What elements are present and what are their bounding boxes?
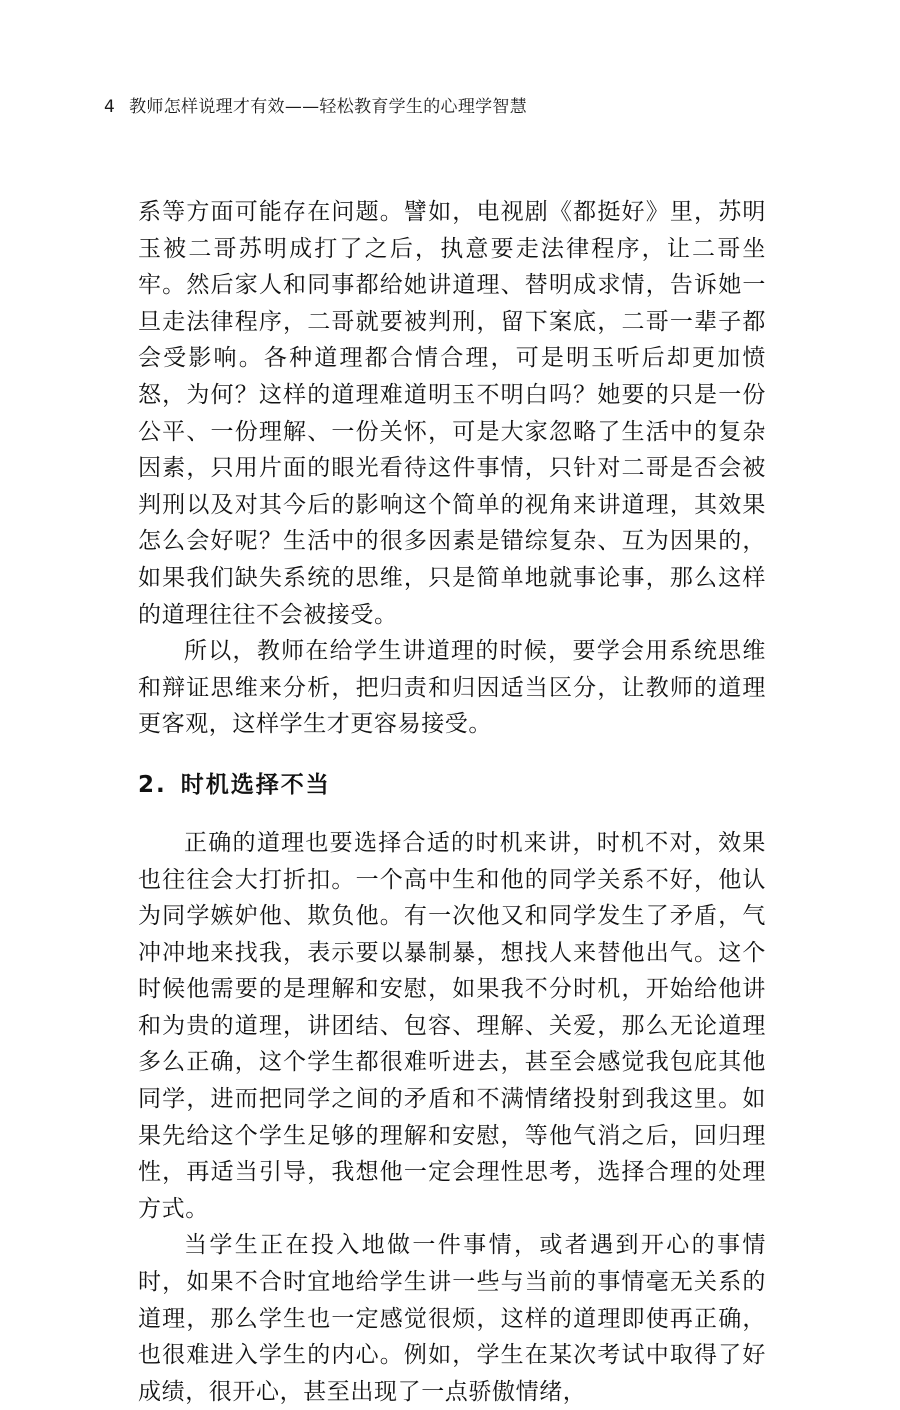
section-number: 2.: [138, 771, 167, 798]
section-heading: [138, 767, 766, 803]
section-title: 时机选择不当: [180, 771, 331, 798]
book-title: 教师怎样说理才有效——轻松教育学生的心理学智慧: [129, 97, 528, 117]
body-text: [138, 194, 766, 1410]
paragraph: 正确的道理也要选择合适的时机来讲，时机不对，效果也往往会大打折扣。一个高中生和他的同学关系不好，他认为同学嫉妒他、欺负他。有一次他又和同学发生了矛盾，气冲冲地来找我，表示要以暴制暴，想找人来替他出气。这个时候他需要的是理解和安慰，如果我不分时机，开始给他讲和为贵的道理，讲团结、包容、理解、关爱，那么无论道理多么正确，这个学生都很难听进去，甚至会感觉我包庇其他同学，进而把同学之间的矛盾和不满情绪投射到我这里。如果先给这个学生足够的理解和安慰，等他气消之后，回归理性，再适当引导，我想他一定会理性思考，选择合理的处理方式。: [138, 829, 766, 1222]
paragraph-continued: 系等方面可能存在问题。譬如，电视剧《都挺好》里，苏明玉被二哥苏明成打了之后，执意要走法律程序，让二哥坐牢。然后家人和同事都给她讲道理、替明成求情，告诉她一旦走法律程序，二哥就要被判刑，留下案底，二哥一辈子都会受影响。各种道理都合情合理，可是明玉听后却更加愤怒，为何？这样的道理难道明玉不明白吗？她要的只是一份公平、一份理解、一份关怀，可是大家忽略了生活中的复杂因素，只用片面的眼光看待这件事情，只针对二哥是否会被判刑以及对其今后的影响这个简单的视角来讲道理，其效果怎么会好呢？生活中的很多因素是错综复杂、互为因果的，如果我们缺失系统的思维，只是简单地就事论事，那么这样的道理往往不会被接受。: [138, 199, 766, 628]
paragraph: 所以，教师在给学生讲道理的时候，要学会用系统思维和辩证思维来分析，把归责和归因适当区分，让教师的道理更客观，这样学生才更容易接受。: [138, 638, 766, 738]
page-number: 4: [104, 97, 116, 117]
paragraph: 当学生正在投入地做一件事情，或者遇到开心的事情时，如果不合时宜地给学生讲一些与当前的事情毫无关系的道理，那么学生也一定感觉很烦，这样的道理即使再正确，也很难进入学生的内心。例如，学生在某次考试中取得了好成绩，很开心，甚至出现了一点骄傲情绪，: [138, 1232, 766, 1405]
running-header: [104, 92, 527, 117]
